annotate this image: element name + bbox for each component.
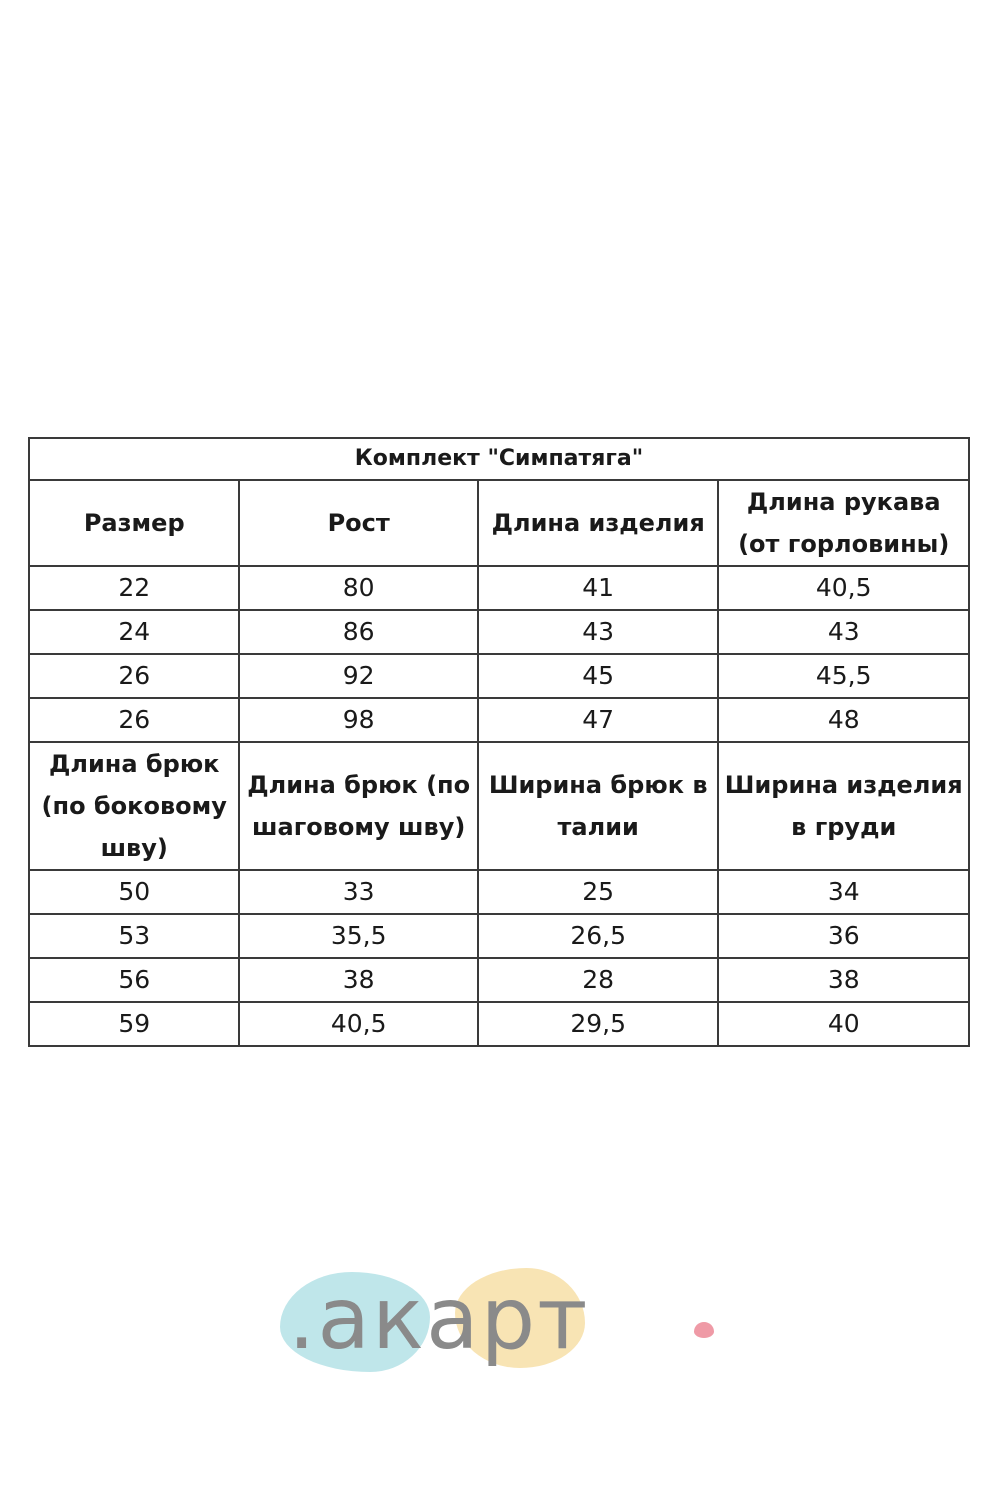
table-header-row-pants	[29, 742, 969, 870]
header-pants-side-length: Длина брюк (по боковому шву)	[29, 742, 239, 870]
logo-text: .акарт	[288, 1269, 590, 1369]
table-cell: 53	[29, 914, 239, 958]
table-cell: 26	[29, 698, 239, 742]
table-cell: 22	[29, 566, 239, 610]
table-cell: 25	[478, 870, 719, 914]
header-pants-inseam-length: Длина брюк (по шаговому шву)	[239, 742, 478, 870]
table-cell: 92	[239, 654, 478, 698]
header-item-length: Длина изделия	[478, 480, 719, 566]
brand-logo	[270, 1260, 730, 1390]
table-cell: 47	[478, 698, 719, 742]
table-header-row	[29, 480, 969, 566]
table-title-row	[29, 438, 969, 480]
table-cell: 28	[478, 958, 719, 1002]
table-cell: 45,5	[718, 654, 969, 698]
table-cell: 29,5	[478, 1002, 719, 1046]
table-cell: 38	[239, 958, 478, 1002]
table-cell: 56	[29, 958, 239, 1002]
table-cell: 40	[718, 1002, 969, 1046]
table-cell: 26,5	[478, 914, 719, 958]
table-cell: 24	[29, 610, 239, 654]
table-cell: 38	[718, 958, 969, 1002]
table-cell: 26	[29, 654, 239, 698]
header-size: Размер	[29, 480, 239, 566]
table-cell: 98	[239, 698, 478, 742]
logo-pink-dot	[694, 1322, 714, 1338]
table-title: Комплект "Симпатяга"	[29, 438, 969, 480]
table-cell: 59	[29, 1002, 239, 1046]
table-row	[29, 698, 969, 742]
table-row	[29, 610, 969, 654]
table-cell: 41	[478, 566, 719, 610]
table-cell: 33	[239, 870, 478, 914]
table-cell: 45	[478, 654, 719, 698]
table-cell: 35,5	[239, 914, 478, 958]
table-row	[29, 1002, 969, 1046]
table-row	[29, 870, 969, 914]
table-cell: 86	[239, 610, 478, 654]
table-row	[29, 914, 969, 958]
table-cell: 43	[718, 610, 969, 654]
table-cell: 40,5	[239, 1002, 478, 1046]
size-chart-table	[28, 437, 970, 1047]
header-pants-waist-width: Ширина брюк в талии	[478, 742, 719, 870]
table-cell: 36	[718, 914, 969, 958]
table-cell: 40,5	[718, 566, 969, 610]
table-cell: 48	[718, 698, 969, 742]
table-row	[29, 654, 969, 698]
header-height: Рост	[239, 480, 478, 566]
table-cell: 80	[239, 566, 478, 610]
table-cell: 43	[478, 610, 719, 654]
table-cell: 34	[718, 870, 969, 914]
header-chest-width: Ширина изделия в груди	[718, 742, 969, 870]
table-cell: 50	[29, 870, 239, 914]
header-sleeve-length: Длина рукава (от горловины)	[718, 480, 969, 566]
table-row	[29, 958, 969, 1002]
table-row	[29, 566, 969, 610]
